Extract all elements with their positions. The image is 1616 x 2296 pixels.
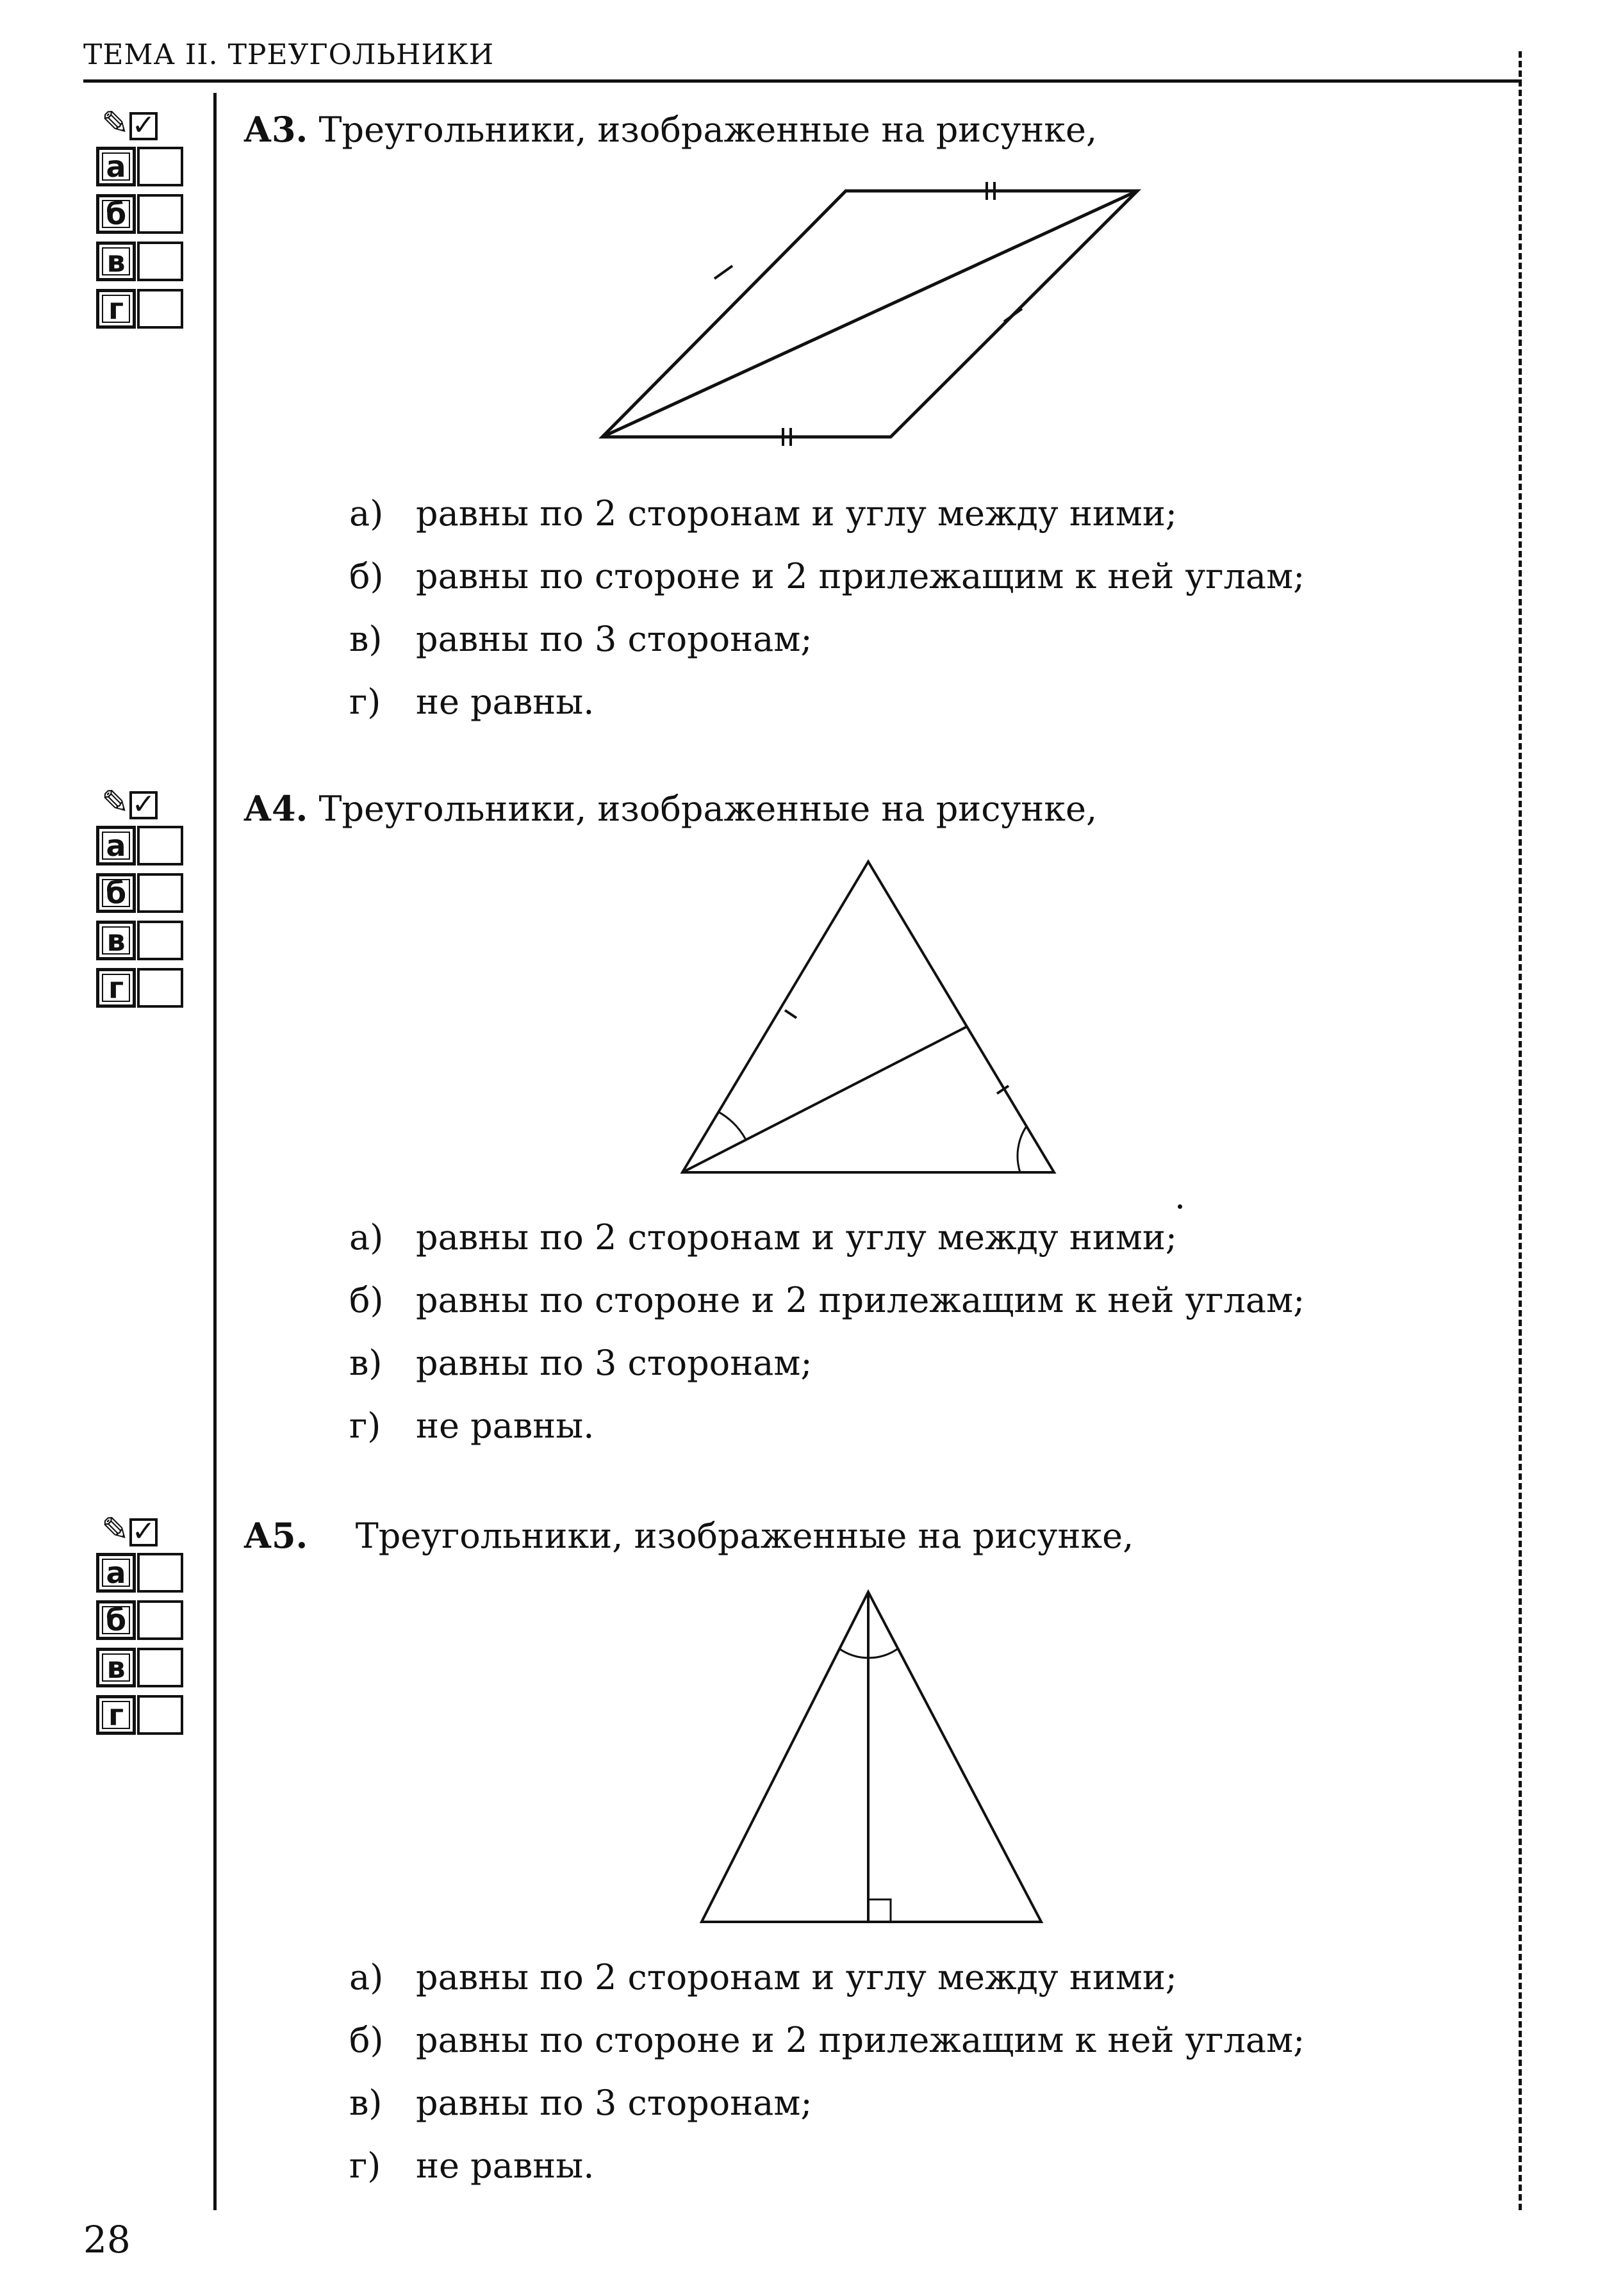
answer-text: не равны.: [416, 2145, 595, 2186]
answer-letter: г): [349, 682, 381, 722]
answer-text: равны по стороне и 2 прилежащим к ней углам;: [416, 1280, 1305, 1320]
triangle-outline: [702, 1592, 1041, 1922]
answer-text: не равны.: [416, 1406, 595, 1446]
answer-panel-a3: [96, 106, 183, 336]
header-rule: [83, 79, 1522, 83]
answer-option-b[interactable]: [96, 194, 183, 234]
answer-checkbox[interactable]: [137, 1600, 183, 1640]
answer-option-b[interactable]: [96, 1600, 183, 1640]
answer-a[interactable]: [349, 1957, 1305, 2020]
answer-g[interactable]: [349, 2145, 1305, 2208]
question-number: А5.: [243, 1515, 308, 1556]
answer-option-v[interactable]: [96, 921, 183, 960]
answer-checkbox[interactable]: [137, 1695, 183, 1735]
answer-text: равны по 3 сторонам;: [416, 2083, 812, 2123]
answer-b[interactable]: [349, 556, 1305, 619]
answer-letter: б: [96, 873, 136, 913]
answer-list-a4: [349, 1217, 1305, 1468]
answer-letter: б): [349, 2020, 384, 2060]
answer-option-g[interactable]: [96, 968, 183, 1008]
answer-checkbox[interactable]: [137, 194, 183, 234]
answer-letter: б: [96, 194, 136, 234]
checkmark-icon: ✓: [129, 791, 158, 819]
pencil-icon: ✎: [101, 104, 129, 143]
answer-v[interactable]: [349, 2083, 1305, 2145]
page-number: 28: [83, 2218, 131, 2261]
answer-v[interactable]: [349, 619, 1305, 682]
figure-triangle-a4: [666, 849, 1089, 1195]
answer-text: равны по 3 сторонам;: [416, 619, 812, 659]
angle-arc: [718, 1111, 746, 1140]
answer-text: не равны.: [416, 682, 595, 722]
answer-text: равны по 2 сторонам и углу между ними;: [416, 1217, 1177, 1258]
answer-text: равны по 2 сторонам и углу между ними;: [416, 1957, 1177, 1997]
answer-text: равны по стороне и 2 прилежащим к ней углам;: [416, 2020, 1305, 2060]
answer-panel-a4: [96, 785, 183, 1015]
answer-list-a3: [349, 493, 1305, 744]
cut-line: [1519, 51, 1522, 2210]
answer-letter: в: [96, 921, 136, 960]
answer-checkbox[interactable]: [137, 1553, 183, 1593]
question-prompt: Треугольники, изображенные на рисунке,: [318, 110, 1098, 150]
right-angle-mark: [868, 1899, 891, 1922]
tick-mark: [714, 266, 732, 279]
answer-letter: б): [349, 556, 384, 596]
answer-checkbox[interactable]: [137, 147, 183, 186]
answer-option-a[interactable]: [96, 826, 183, 865]
pencil-check-header: [101, 106, 183, 142]
question-prompt: Треугольники, изображенные на рисунке,: [318, 789, 1098, 829]
answer-checkbox[interactable]: [137, 921, 183, 960]
answer-b[interactable]: [349, 2020, 1305, 2083]
answer-letter: б: [96, 1600, 136, 1640]
answer-option-b[interactable]: [96, 873, 183, 913]
answer-checkbox[interactable]: [137, 1648, 183, 1687]
pencil-check-header: [101, 785, 183, 821]
question-number: А3.: [243, 109, 308, 150]
question-prompt: Треугольники, изображенные на рисунке,: [355, 1516, 1134, 1556]
answer-checkbox[interactable]: [137, 242, 183, 281]
answer-letter: а): [349, 1217, 384, 1258]
answer-option-g[interactable]: [96, 289, 183, 329]
tick-mark: [1004, 309, 1022, 322]
answer-text: равны по 3 сторонам;: [416, 1343, 812, 1383]
answer-a[interactable]: [349, 1217, 1305, 1280]
answer-letter: г: [96, 1695, 136, 1735]
answer-letter: в: [96, 242, 136, 281]
answer-checkbox[interactable]: [137, 289, 183, 329]
question-title-a4: [243, 788, 1097, 829]
answer-letter: г: [96, 968, 136, 1008]
answer-letter: а: [96, 1553, 136, 1593]
answer-letter: в: [96, 1648, 136, 1687]
answer-letter: а: [96, 826, 136, 865]
answer-letter: б): [349, 1280, 384, 1320]
answer-letter: в): [349, 1343, 383, 1383]
stray-dot: [1178, 1204, 1182, 1209]
answer-option-a[interactable]: [96, 1553, 183, 1593]
answer-panel-a5: [96, 1512, 183, 1742]
answer-g[interactable]: [349, 1406, 1305, 1468]
angle-arc: [1018, 1126, 1026, 1172]
answer-g[interactable]: [349, 682, 1305, 744]
question-number: А4.: [243, 788, 308, 829]
answer-a[interactable]: [349, 493, 1305, 556]
answer-text: равны по стороне и 2 прилежащим к ней углам;: [416, 556, 1305, 596]
answer-checkbox[interactable]: [137, 968, 183, 1008]
margin-rule: [213, 93, 217, 2210]
answer-letter: а): [349, 1957, 384, 1997]
figure-triangle-a5: [692, 1579, 1064, 1938]
answer-letter: в): [349, 619, 383, 659]
answer-b[interactable]: [349, 1280, 1305, 1343]
answer-letter: г: [96, 289, 136, 329]
pencil-icon: ✎: [101, 783, 129, 822]
triangle-outline: [682, 862, 1054, 1172]
answer-letter: в): [349, 2083, 383, 2123]
tick-mark: [785, 1010, 796, 1018]
answer-letter: г): [349, 2145, 381, 2186]
answer-option-v[interactable]: [96, 242, 183, 281]
answer-letter: г): [349, 1406, 381, 1446]
answer-letter: а): [349, 493, 384, 534]
answer-option-a[interactable]: [96, 147, 183, 186]
checkmark-icon: ✓: [129, 1518, 158, 1546]
pencil-icon: ✎: [101, 1511, 129, 1549]
answer-text: равны по 2 сторонам и углу между ними;: [416, 493, 1177, 534]
topic-header: ТЕМА II. ТРЕУГОЛЬНИКИ: [83, 38, 495, 71]
answer-v[interactable]: [349, 1343, 1305, 1406]
answer-option-v[interactable]: [96, 1648, 183, 1687]
answer-letter: а: [96, 147, 136, 186]
answer-checkbox[interactable]: [137, 826, 183, 865]
answer-list-a5: [349, 1957, 1305, 2208]
figure-parallelogram: [577, 173, 1166, 455]
pencil-check-header: [101, 1512, 183, 1548]
question-title-a3: [243, 109, 1097, 150]
question-title-a5: [243, 1515, 1134, 1556]
checkmark-icon: ✓: [129, 112, 158, 140]
answer-option-g[interactable]: [96, 1695, 183, 1735]
diagonal: [602, 191, 1137, 437]
answer-checkbox[interactable]: [137, 873, 183, 913]
